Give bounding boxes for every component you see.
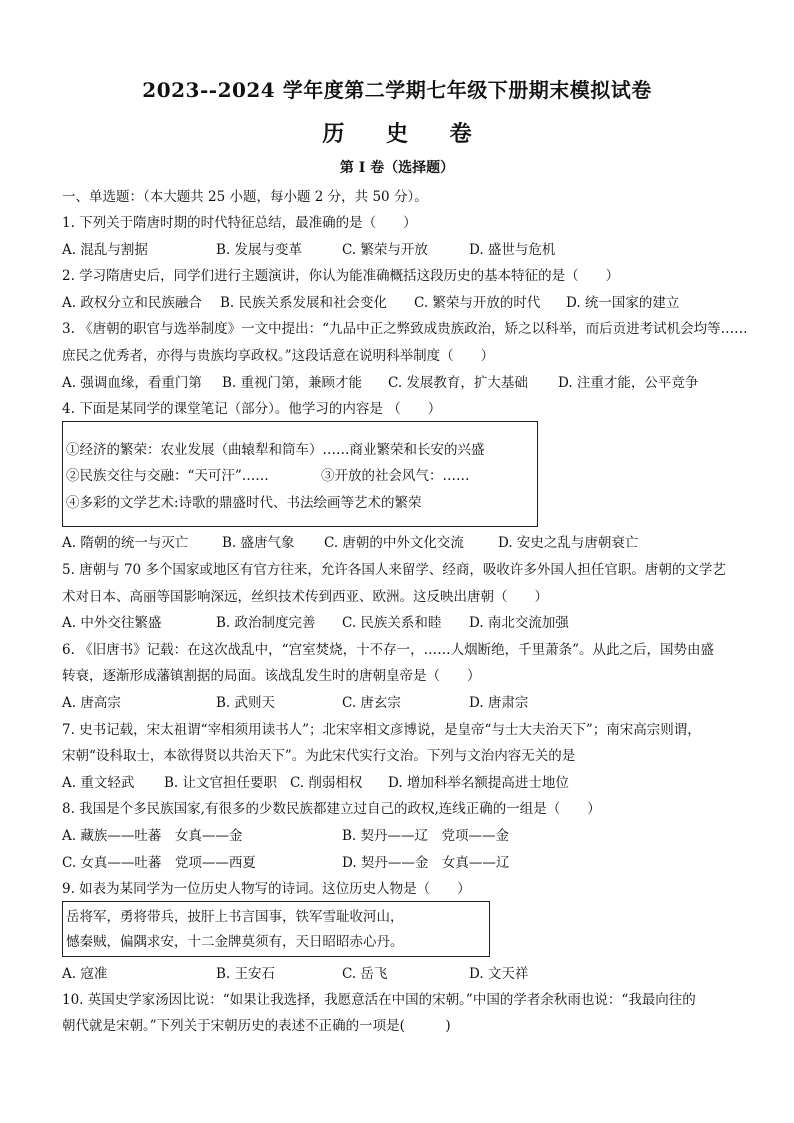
class-notes-box [62,421,538,527]
question-9-options [62,965,742,983]
option-b: B. 契丹——辽 党项——金 [342,828,510,844]
question-8-stem: 8. 我国是个多民族国家,有很多的少数民族都建立过自己的政权,连线正确的一组是（ ） [62,801,601,817]
poem-line-1: 岳将军，勇将带兵，披肝上书言国事，铁军雪耻收河山， [66,909,404,925]
question-3-stem-line-1: 3. 《唐朝的职官与选举制度》一文中提出：“九品中正之弊致成贵族政治，矫之以科举，而后贡进考试机会均等…… [62,321,748,337]
option-b: B. 让文官担任要职 [164,775,278,791]
question-4-options [62,534,742,552]
option-b: B. 盛唐气象 [222,535,295,551]
question-3-options [62,374,742,392]
question-7-options [62,774,742,792]
option-a: A. 强调血缘，看重门第 [62,375,202,391]
option-c: C. 女真——吐蕃 党项——西夏 [62,855,256,871]
question-8-options-row-1 [62,827,742,845]
option-a: A. 藏族——吐蕃 女真——金 [62,828,243,844]
option-a: A. 中外交往繁盛 [62,615,162,631]
question-6-options [62,694,742,712]
question-4-stem: 4. 下面是某同学的课堂笔记（部分）。他学习的内容是 （ ） [62,401,442,417]
notes-line-1: ①经济的繁荣：农业发展（曲辕犁和筒车）……商业繁荣和长安的兴盛 [66,442,485,458]
option-a: A. 混乱与割据 [62,242,148,258]
question-7-stem-line-1: 7. 史书记载，宋太祖谓“宰相须用读书人”；北宋宰相文彦博说，是皇帝“与士大夫治天下”；南宋高宗则谓， [62,722,701,738]
volume-heading: 第 I 卷（选择题） [339,160,455,176]
question-9-stem: 9. 如表为某同学为一位历史人物写的诗词。这位历史人物是（ ） [62,881,471,897]
option-a: A. 唐高宗 [62,695,121,711]
section-heading: 一、单选题：（本大题共 25 小题，每小题 2 分，共 50 分）。 [62,189,428,205]
exam-title: 2023--2024 学年度第二学期七年级下册期末模拟试卷 [142,78,652,102]
option-c: C. 民族关系和睦 [342,615,442,631]
option-d: D. 文天祥 [469,966,529,982]
option-b: B. 重视门第，兼顾才能 [222,375,363,391]
option-c: C. 唐朝的中外文化交流 [324,535,464,551]
option-c: C. 繁荣与开放的时代 [414,295,541,311]
notes-line-2: ②民族交往与交融：“天可汗”…… [66,468,269,484]
question-1-stem: 1. 下列关于隋唐时期的时代特征总结，最准确的是（ ） [62,215,417,231]
option-a: A. 重文轻武 [62,775,135,791]
question-6-stem-line-1: 6. 《旧唐书》记载：在这次战乱中，“宫室焚烧，十不存一，……人烟断绝，千里萧条”。从此之后，国势由盛 [62,642,714,658]
option-d: D. 唐肃宗 [469,695,529,711]
option-b: B. 发展与变革 [216,242,303,258]
notes-line-3: ③开放的社会风气：…… [321,468,470,484]
question-1-options [62,241,742,259]
option-b: B. 王安石 [216,966,276,982]
question-8-options-row-2 [62,854,742,872]
option-c: C. 发展教育，扩大基础 [388,375,528,391]
notes-line-4: ④多彩的文学艺术:诗歌的鼎盛时代、书法绘画等艺术的繁荣 [66,495,422,511]
question-5-stem-line-1: 5. 唐朝与 70 多个国家或地区有官方往来，允许各国人来留学、经商，吸收许多外国人担任官职。唐朝的文学艺 [62,562,726,578]
option-d: D. 统一国家的建立 [566,295,680,311]
option-d: D. 契丹——金 女真——辽 [342,855,510,871]
option-b: B. 武则天 [216,695,276,711]
option-c: C. 唐玄宗 [342,695,401,711]
question-2-options [62,294,742,312]
option-a: A. 隋朝的统一与灭亡 [62,535,189,551]
subject-heading: 历 史 卷 [322,121,472,147]
option-d: D. 南北交流加强 [469,615,569,631]
poem-line-2: 憾秦贼，偏隅求安，十二金牌莫须有，天日昭昭赤心丹。 [66,934,404,950]
option-d: D. 盛世与危机 [469,242,556,258]
option-c: C. 岳飞 [342,966,388,982]
question-3-stem-line-2: 庶民之优秀者，亦得与贵族均享政权。”这段话意在说明科举制度（ ） [62,348,495,364]
question-5-options [62,614,742,632]
question-5-stem-line-2: 术对日本、高丽等国影响深远，丝织技术传到西亚、欧洲。这反映出唐朝（ ） [62,589,548,605]
question-6-stem-line-2: 转衰，逐渐形成藩镇割据的局面。该战乱发生时的唐朝皇帝是（ ） [62,668,481,684]
option-b: B. 民族关系发展和社会变化 [220,295,388,311]
poem-box [62,901,490,957]
option-c: C. 削弱相权 [290,775,363,791]
option-c: C. 繁荣与开放 [342,242,428,258]
question-2-stem: 2. 学习隋唐史后，同学们进行主题演讲，你认为能准确概括这段历史的基本特征的是（ ） [62,268,620,284]
option-d: D. 安史之乱与唐朝衰亡 [498,535,639,551]
option-a: A. 寇准 [62,966,108,982]
option-d: D. 注重才能，公平竞争 [558,375,699,391]
option-b: B. 政治制度完善 [216,615,316,631]
option-a: A. 政权分立和民族融合 [62,295,202,311]
question-10-stem-line-2: 朝代就是宋朝。”下列关于宋朝历史的表述不正确的一项是( ) [62,1018,451,1034]
question-7-stem-line-2: 宋朝“设科取士，本欲得贤以共治天下”。为此宋代实行文治。下列与文治内容无关的是 [62,748,576,764]
option-d: D. 增加科举名额提高进士地位 [388,775,569,791]
question-10-stem-line-1: 10. 英国史学家汤因比说：“如果让我选择，我愿意活在中国的宋朝。”中国的学者余秋雨也说：“我最向往的 [62,992,696,1008]
